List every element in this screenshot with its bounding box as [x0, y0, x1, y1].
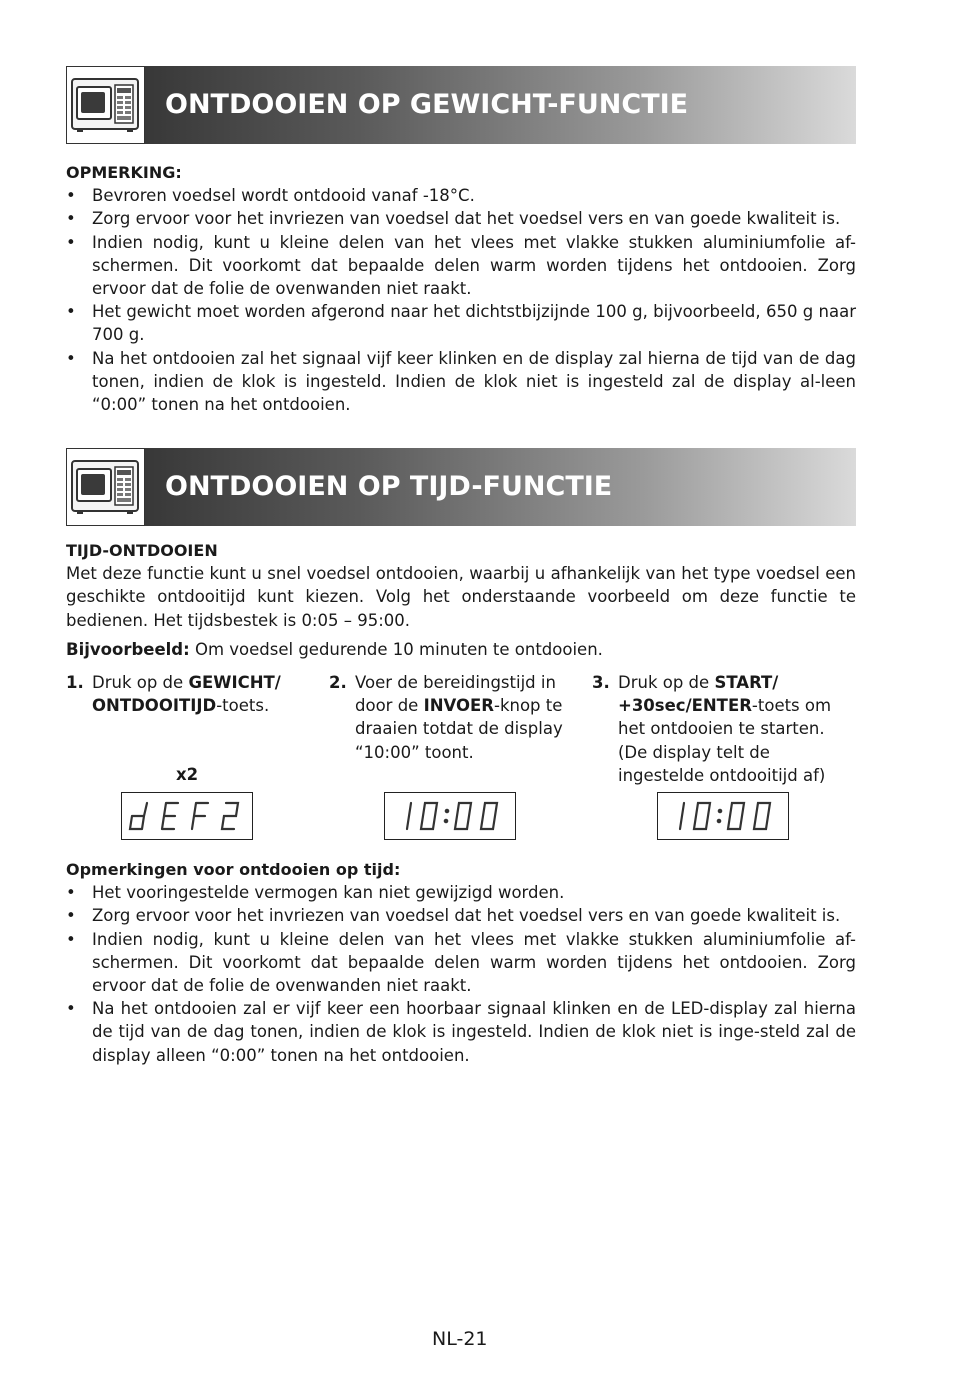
bullet-dot: • [66, 186, 76, 206]
step-text: Voer de bereidingstijd in door de INVOER-knop te draaien totdat de display “10:00” toont. [355, 673, 563, 762]
bullet-dot: • [66, 929, 76, 949]
list-item: • Zorg ervoor voor het invriezen van voedsel dat het voedsel vers en van goede kwaliteit is. [66, 207, 856, 230]
step-number: 1. [66, 673, 84, 692]
list-item: • Indien nodig, kunt u kleine delen van het vlees met vlakke stukken aluminiumfolie af-schermen. Dit voorkomt dat bepaalde delen warm worden tijdens het ontdooien. Zorg ervoor dat de folie de ovenwanden niet raakt. [66, 232, 856, 299]
bullet-dot: • [66, 883, 76, 903]
step-text: Druk op de START/ +30sec/ENTER-toets om het ontdooien te starten. (De display telt de ingestelde ontdooitijd af) [618, 673, 832, 785]
microwave-icon [66, 66, 145, 144]
bullet-dot: • [66, 999, 76, 1019]
list-item: • Het gewicht moet worden afgerond naar het dichtstbijzijnde 100 g, bijvoorbeeld, 650 g naar 700 g. [66, 302, 856, 345]
step-number: 3. [592, 673, 610, 692]
section2-intro [66, 539, 856, 661]
bullet-dot: • [66, 232, 76, 252]
example-label: Bijvoorbeeld: [66, 639, 190, 659]
sub-heading: TIJD-ONTDOOIEN [66, 541, 218, 560]
bullet-dot: • [66, 209, 76, 229]
step-text: Druk op de GEWICHT/ ONTDOOITIJD-toets. [92, 673, 281, 716]
bullet-dot: • [66, 302, 76, 322]
note-list [66, 184, 856, 416]
microwave-icon [66, 448, 145, 526]
list-item: • Indien nodig, kunt u kleine delen van het vlees met vlakke stukken aluminiumfolie af-schermen. Dit voorkomt dat bepaalde delen warm worden tijdens het ontdooien. Zorg ervoor dat de folie de ovenwanden niet raakt. [66, 929, 856, 996]
section1-notes [66, 161, 856, 416]
bullet-dot: • [66, 906, 76, 926]
step-number: 2. [329, 673, 347, 692]
lcd-display-3 [657, 792, 789, 840]
example-text: Om voedsel gedurende 10 minuten te ontdooien. [189, 639, 603, 659]
intro-paragraph: Met deze functie kunt u snel voedsel ontdooien, waarbij u afhankelijk van het type voedsel een geschikte ontdooitijd kunt kiezen. Volg het onderstaande voorbeeld om deze functie te bedienen. Het tijdsbestek is 0:05 – 95:00. [66, 564, 856, 630]
section-banner-weight [66, 66, 856, 144]
lcd-display-1 [121, 792, 253, 840]
banner-bar [145, 66, 856, 144]
press-twice-label: x2 [176, 765, 199, 784]
lcd-digits [385, 793, 515, 839]
list-item: • Bevroren voedsel wordt ontdooid vanaf -18°C. [66, 184, 856, 207]
bullet-dot: • [66, 348, 76, 368]
notes-heading: Opmerkingen voor ontdooien op tijd: [66, 860, 401, 879]
list-item: • Zorg ervoor voor het invriezen van voedsel dat het voedsel vers en van goede kwaliteit is. [66, 904, 856, 927]
lcd-digits [122, 793, 252, 839]
section2-notes [66, 858, 856, 1067]
lcd-digits [658, 793, 788, 839]
notes-list [66, 881, 856, 1067]
section-title: ONTDOOIEN OP GEWICHT-FUNCTIE [165, 89, 689, 120]
section-banner-time [66, 448, 856, 526]
example-line [66, 638, 856, 661]
note-heading: OPMERKING: [66, 163, 182, 182]
list-item: • Na het ontdooien zal het signaal vijf keer klinken en de display zal hierna de tijd van de dag tonen, indien de klok is ingesteld. Indien de klok niet is ingesteld zal de display al-leen “0:00” tonen na het ontdooien. [66, 348, 856, 415]
list-item: • Het vooringestelde vermogen kan niet gewijzigd worden. [66, 881, 856, 904]
section-title: ONTDOOIEN OP TIJD-FUNCTIE [165, 471, 613, 502]
lcd-display-2 [384, 792, 516, 840]
banner-bar [145, 448, 856, 526]
page-number: NL-21 [432, 1328, 488, 1350]
list-item: • Na het ontdooien zal er vijf keer een hoorbaar signaal klinken en de LED-display zal hierna de tijd van de dag tonen, indien de klok is ingesteld. Indien de klok niet is inge-steld zal de display alleen “0:00” tonen na het ontdooien. [66, 999, 856, 1065]
